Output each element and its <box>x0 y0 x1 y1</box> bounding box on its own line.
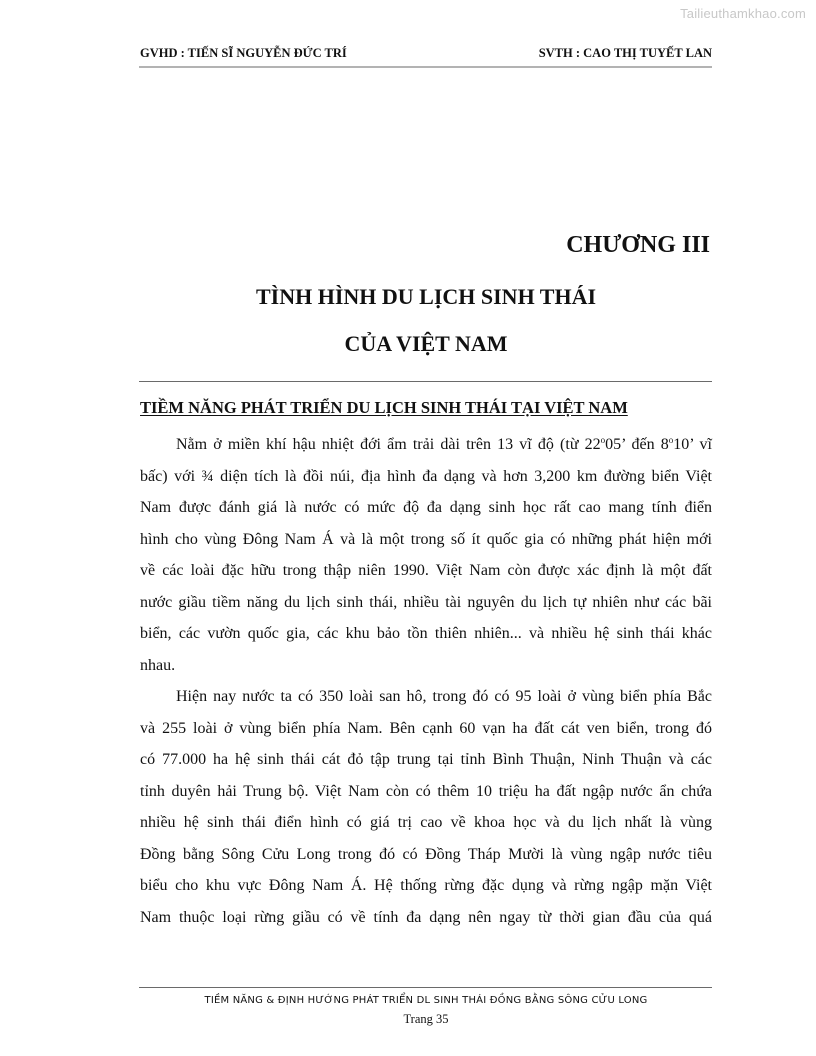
text-run: Nằm ở miền khí hậu nhiệt đới ẩm trải dài trên 13 vĩ độ (từ 22 <box>176 436 601 453</box>
section-heading: TIỀM NĂNG PHÁT TRIỂN DU LỊCH SINH THÁI TẠI VIỆT NAM <box>140 398 628 417</box>
header-student: SVTH : CAO THỊ TUYẾT LAN <box>538 46 712 60</box>
paragraph-line: Hiện nay nước ta có 350 loài san hô, trong đó có 95 loài ở vùng biển phía Bắc <box>176 688 712 705</box>
chapter-title-line-2: CỦA VIỆT NAM <box>344 331 508 356</box>
paragraph-line: hình cho vùng Đông Nam Á và là một trong số ít quốc gia có những phát hiện mới <box>140 530 712 548</box>
footer-title: TIỀM NĂNG & ĐỊNH HƯỚNG PHÁT TRIỂN DL SINH THÁI ĐỒNG BẰNG SÔNG CỬU LONG <box>204 995 648 1006</box>
text-run: 10’ vĩ <box>673 436 712 453</box>
paragraph-line: nước giầu tiềm năng du lịch sinh thái, nhiều tài nguyên du lịch tự nhiên như các bãi <box>140 593 712 611</box>
chapter-label: CHƯƠNG III <box>566 232 710 258</box>
paragraph-line: bấc) với ¾ diện tích là đồi núi, địa hình đa dạng và hơn 3,200 km đường biển Việt <box>140 467 712 485</box>
page-header <box>140 46 712 66</box>
paragraph-line: Nam được đánh giá là nước có mức độ đa dạng sinh học rất cao mang tính điển <box>140 499 712 516</box>
header-divider <box>139 66 712 68</box>
footer-divider <box>139 987 712 988</box>
paragraph-line: và 255 loài ở vùng biển phía Nam. Bên cạnh 60 vạn ha đất cát ven biển, trong đó <box>140 719 712 737</box>
text-run: 05’ đến 8 <box>605 436 669 453</box>
paragraph-line: nhau. <box>140 656 176 674</box>
page-number: Trang 35 <box>403 1012 449 1026</box>
paragraph-line: nhiều hệ sinh thái điển hình có giá trị cao về khoa học và du lịch nhất là vùng <box>140 814 712 831</box>
paragraph-line: Nam thuộc loại rừng giầu có về tính đa dạng nên ngay từ thời gian đầu của quá <box>140 908 712 926</box>
paragraph-2 <box>140 681 712 933</box>
degree-mark: o <box>668 435 674 445</box>
watermark: Tailieuthamkhao.com <box>680 6 806 21</box>
header-advisor: GVHD : TIẾN SĨ NGUYỄN ĐỨC TRÍ <box>140 46 347 60</box>
paragraph-line <box>140 429 712 461</box>
paragraph-line: biểu cho khu vực Đông Nam Á. Hệ thống rừng đặc dụng và rừng ngập mặn Việt <box>140 877 712 894</box>
paragraph-1 <box>140 429 712 681</box>
paragraph-line: về các loài đặc hữu trong thập niên 1990. Việt Nam còn được xác định là một đất <box>140 562 712 579</box>
title-divider <box>139 381 712 382</box>
chapter-title-line-1: TÌNH HÌNH DU LỊCH SINH THÁI <box>255 284 597 309</box>
paragraph-line: có 77.000 ha hệ sinh thái cát đỏ tập trung tại tỉnh Bình Thuận, Ninh Thuận và các <box>140 751 712 768</box>
paragraph-line: biển, các vườn quốc gia, các khu bảo tồn thiên nhiên... và nhiều hệ sinh thái khác <box>140 625 712 642</box>
paragraph-line: Đồng bằng Sông Cửu Long trong đó có Đồng Tháp Mười là vùng ngập nước tiêu <box>140 845 712 863</box>
degree-mark: o <box>600 435 606 445</box>
paragraph-line: tỉnh duyên hải Trung bộ. Việt Nam còn có thêm 10 triệu ha đất ngập nước ẩn chứa <box>140 782 712 800</box>
